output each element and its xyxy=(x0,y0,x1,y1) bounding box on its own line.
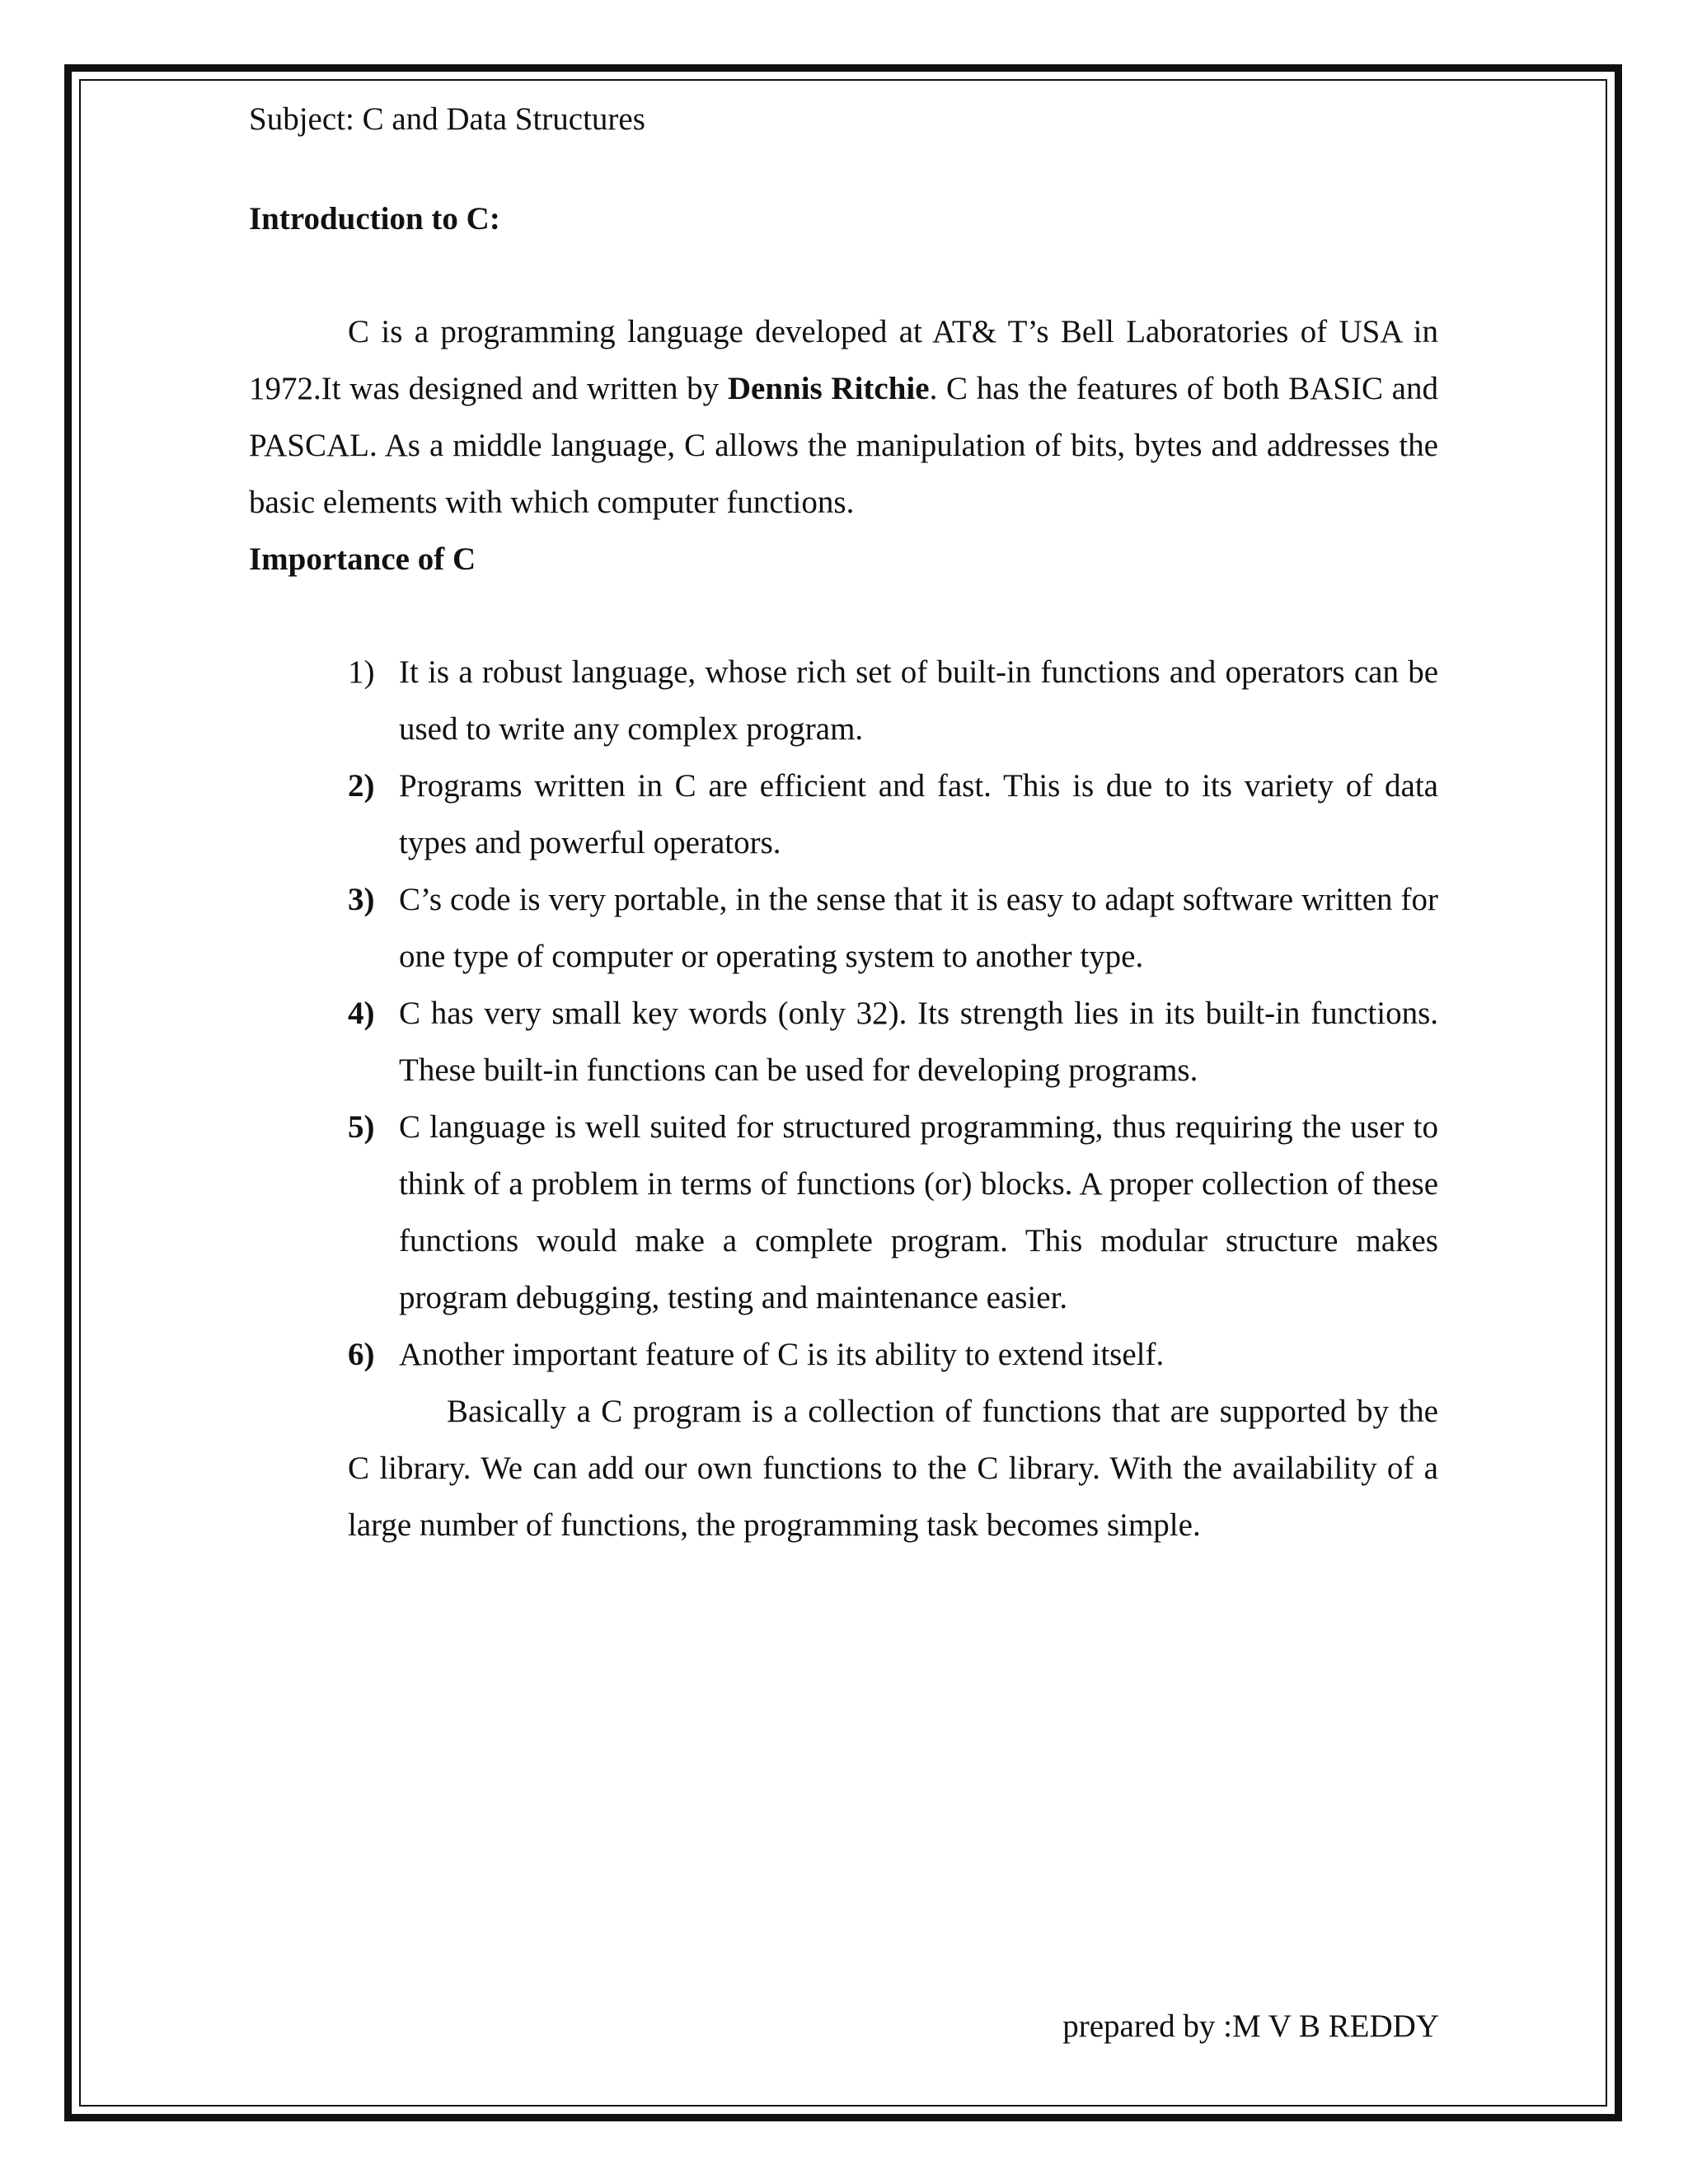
list-item-number: 6) xyxy=(348,1337,375,1372)
footer-credit: prepared by :M V B REDDY xyxy=(1062,2008,1439,2044)
list-item xyxy=(348,1099,1438,1326)
list-item-text: It is a robust language, whose rich set of built-in functions and operators can be used to write any complex program. xyxy=(399,654,1438,747)
list-item xyxy=(348,871,1438,985)
introduction-heading: Introduction to C: xyxy=(249,201,500,237)
introduction-text-part1: C is a programming language developed at AT& T’s Bell Laboratories of USA in 1972.It was designed and written by xyxy=(249,314,1438,406)
list-item xyxy=(348,644,1438,757)
list-item-number: 2) xyxy=(348,768,375,804)
introduction-text-part2: . C has the features of both BASIC and PASCAL. As a middle language, C allows the manipulation of bits, bytes and addresses the basic elements with which computer functions. xyxy=(249,371,1438,520)
introduction-paragraph xyxy=(249,303,1438,531)
list-item-text: Another important feature of C is its ability to extend itself. xyxy=(399,1337,1165,1372)
list-item-text: C has very small key words (only 32). Its strength lies in its built-in functions. These built-in functions can be used for developing programs. xyxy=(399,996,1438,1088)
author-name: Dennis Ritchie xyxy=(727,371,930,406)
list-item-number: 4) xyxy=(348,996,375,1031)
list-item-text: C language is well suited for structured programming, thus requiring the user to think of a problem in terms of functions (or) blocks. A proper collection of these functions would make a complete program. This modular structure makes program debugging, testing and maintenance easier. xyxy=(399,1109,1438,1315)
list-item-number: 1) xyxy=(348,654,375,690)
list-item-text: Programs written in C are efficient and fast. This is due to its variety of data types and powerful operators. xyxy=(399,768,1438,860)
list-item-number: 3) xyxy=(348,882,375,917)
closing-paragraph: Basically a C program is a collection of functions that are supported by the C library. We can add our own functions to the C library. With the availability of a large number of functions, the programming task becomes simple. xyxy=(348,1394,1438,1543)
subject-line: Subject: C and Data Structures xyxy=(249,101,645,137)
list-item xyxy=(348,985,1438,1099)
importance-list xyxy=(249,644,1438,1383)
list-item-number: 5) xyxy=(348,1109,375,1145)
list-item xyxy=(348,1326,1438,1383)
list-item-text: C’s code is very portable, in the sense that it is easy to adapt software written for one type of computer or operating system to another type. xyxy=(399,882,1438,974)
document-body xyxy=(249,91,1438,1554)
importance-heading: Importance of C xyxy=(249,541,476,577)
list-item xyxy=(348,757,1438,871)
